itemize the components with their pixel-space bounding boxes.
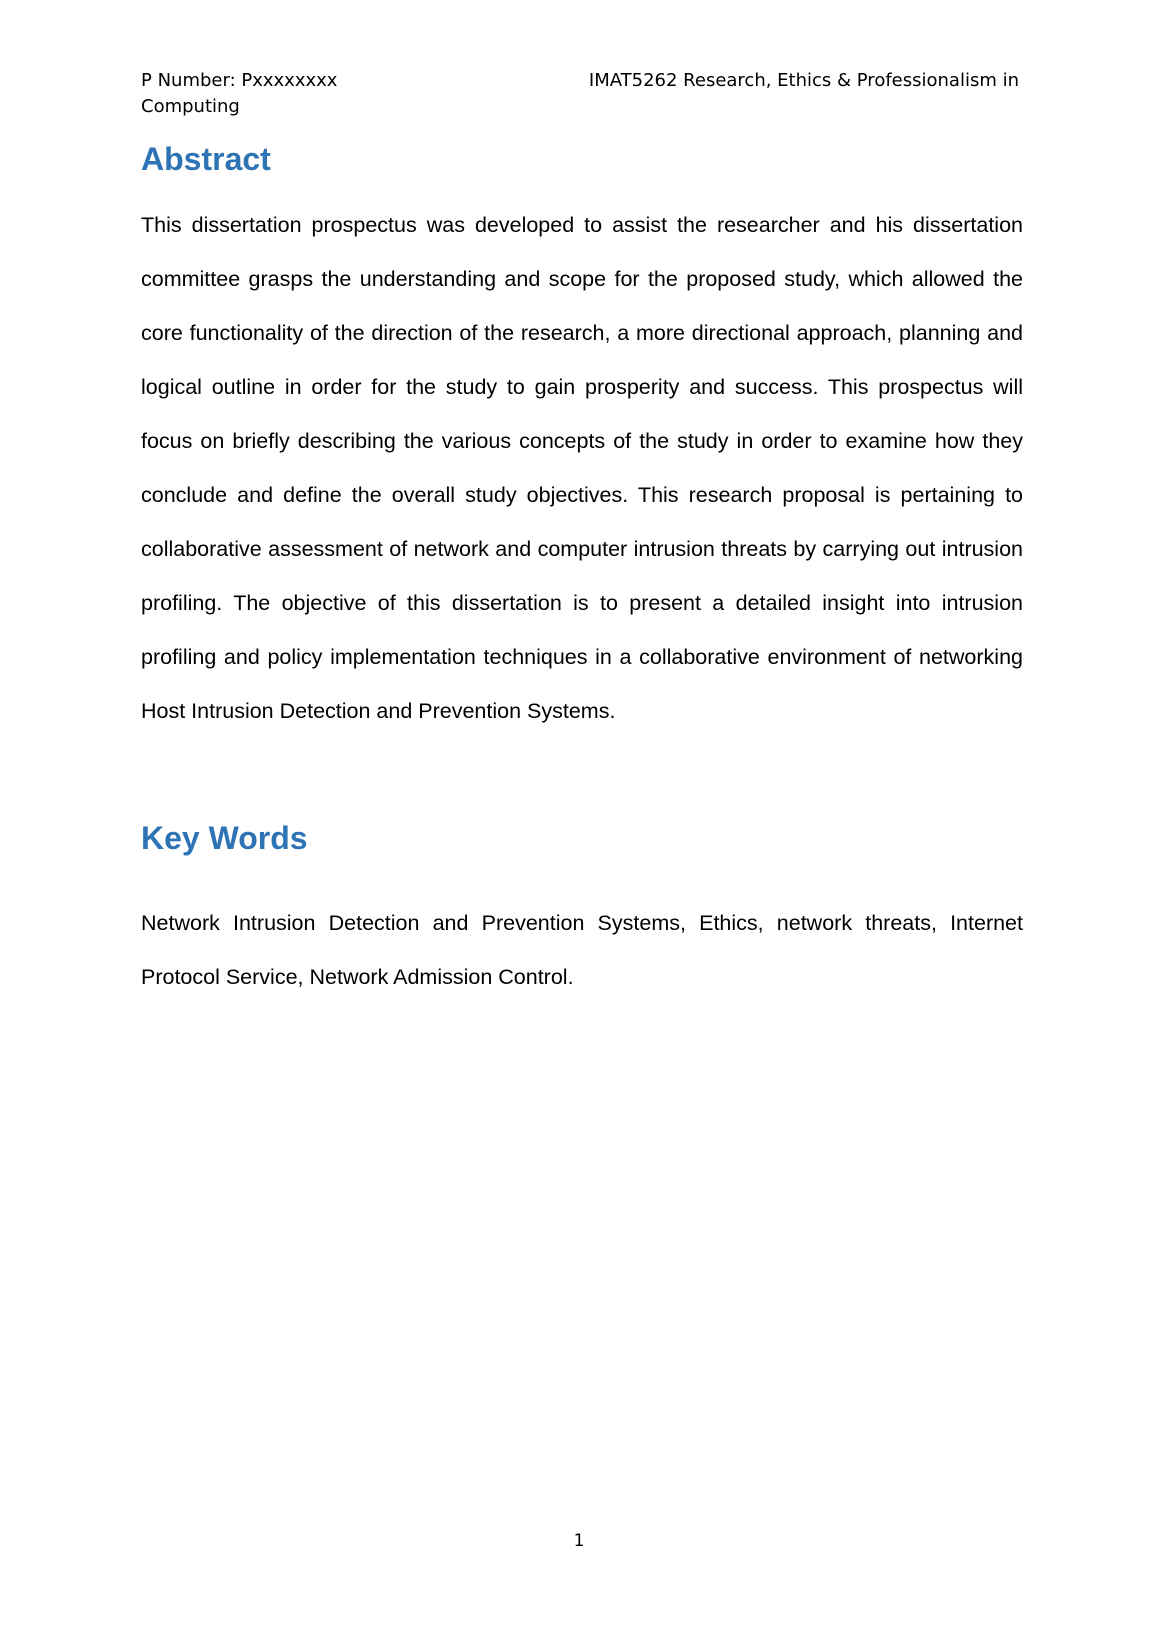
header-module-title: IMAT5262 Research, Ethics & Professionalism in	[588, 70, 1019, 91]
header-module-title-continuation: Computing	[141, 96, 240, 117]
abstract-paragraph: This dissertation prospectus was developed to assist the researcher and his dissertation committee grasps the understanding and scope for the proposed study, which allowed the core functionality of the direction of the research, a more directional approach, planning and logical outline in order for the study to gain prosperity and success. This prospectus will focus on briefly describing the various concepts of the study in order to examine how they conclude and define the overall study objectives. This research proposal is pertaining to collaborative assessment of network and computer intrusion threats by carrying out intrusion profiling. The objective of this dissertation is to present a detailed insight into intrusion profiling and policy implementation techniques in a collaborative environment of networking Host Intrusion Detection and Prevention Systems.	[141, 213, 1023, 723]
keywords-paragraph: Network Intrusion Detection and Prevention Systems, Ethics, network threats, Internet Protocol Service, Network Admission Control.	[141, 911, 1023, 989]
abstract-heading: Abstract	[141, 141, 271, 177]
keywords-heading: Key Words	[141, 820, 308, 856]
page-number: 1	[573, 1531, 585, 1551]
header-p-number: P Number: Pxxxxxxxx	[141, 70, 338, 91]
